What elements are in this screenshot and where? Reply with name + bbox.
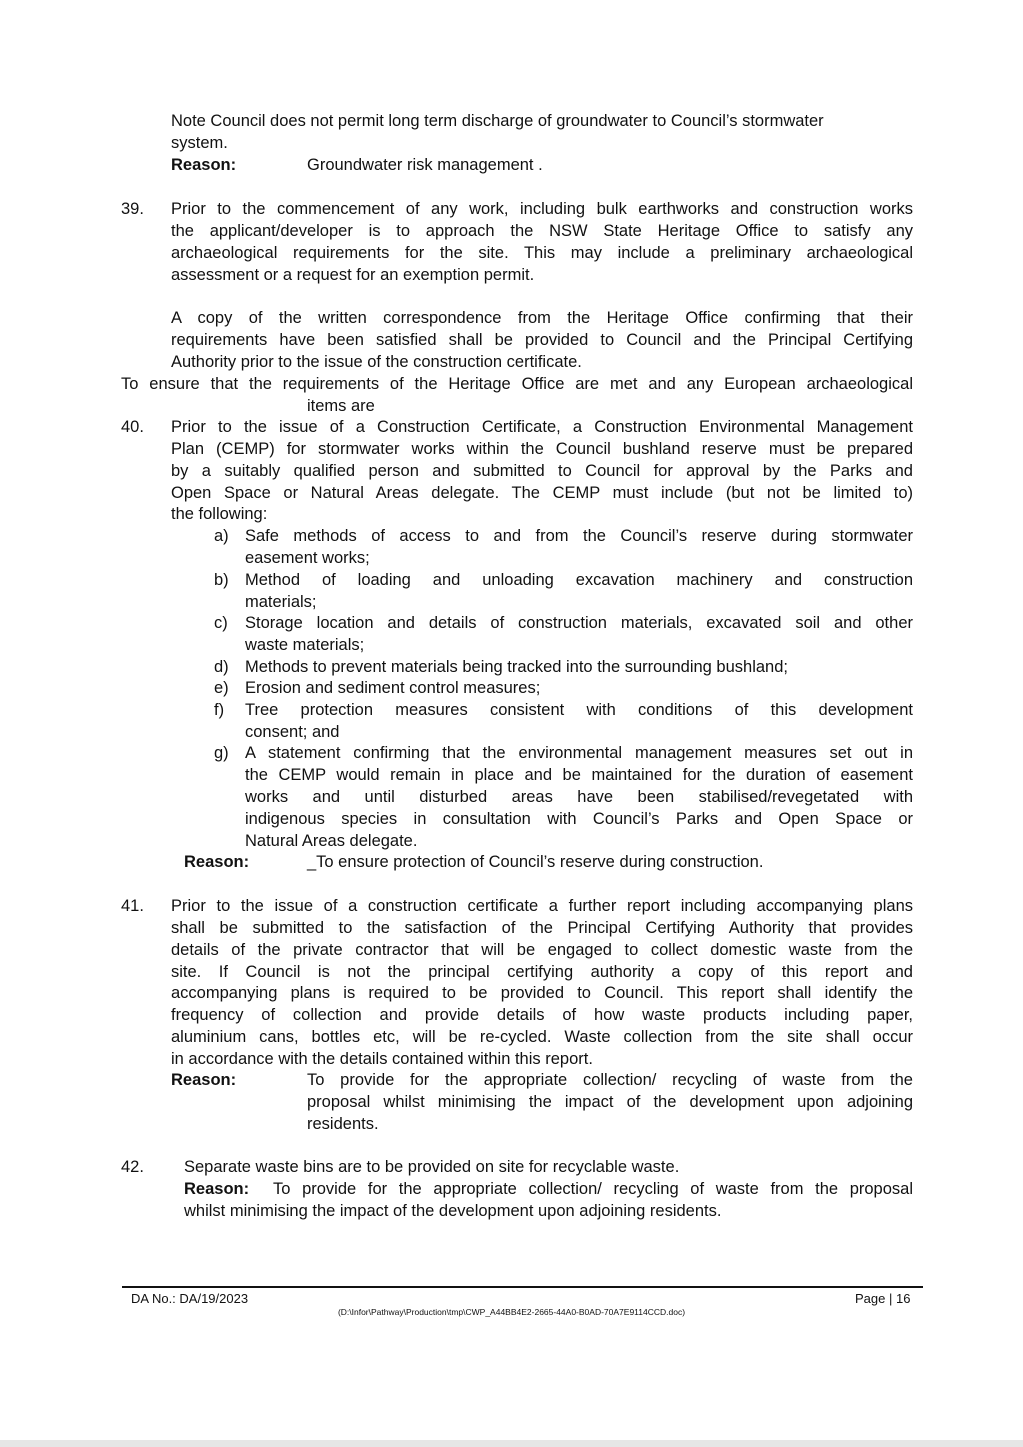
list-item-line: Erosion and sediment control measures; (245, 679, 541, 697)
condition-text-line: archaeological requirements for the site. This may include a preliminary archaeological (171, 244, 913, 262)
condition-text-line: site. If Council is not the principal certifying authority a copy of this report and (171, 963, 913, 981)
list-item-label: f) (214, 701, 225, 719)
list-item-label: d) (214, 658, 229, 676)
footer-rule (122, 1286, 923, 1288)
reason-label: Reason: (184, 853, 250, 871)
list-item-line: consent; and (245, 723, 340, 741)
list-item-line: Method of loading and unloading excavation machinery and construction (245, 571, 913, 589)
condition-text-line: aluminium cans, bottles etc, will be re-cycled. Waste collection from the site shall occur (171, 1028, 913, 1046)
reason-text: whilst minimising the impact of the development upon adjoining residents. (184, 1202, 722, 1220)
condition-text-line: Authority prior to the issue of the construction certificate. (171, 353, 582, 371)
list-item-line: easement works; (245, 549, 370, 567)
reason-label: Reason: (171, 1071, 237, 1089)
condition-text-line: requirements have been satisfied shall be provided to Council and the Principal Certifying (171, 331, 913, 349)
condition-text-line: Plan (CEMP) for stormwater works within the Council bushland reserve must be prepared (171, 440, 913, 458)
condition-text-line: Prior to the issue of a construction certificate a further report including accompanying plans (171, 897, 913, 915)
list-item-label: c) (214, 614, 228, 632)
reason-text: Groundwater risk management . (307, 156, 543, 174)
condition-number: 40. (121, 418, 144, 436)
condition-text-line: in accordance with the details contained within this report. (171, 1050, 593, 1068)
condition-text-line: Open Space or Natural Areas delegate. The CEMP must include (but not be limited to) (171, 484, 913, 502)
condition-text-line: the following: (171, 505, 268, 523)
condition-text-line: Prior to the issue of a Construction Certificate, a Construction Environmental Management (171, 418, 913, 436)
list-item-label: e) (214, 679, 229, 697)
list-item-line: Natural Areas delegate. (245, 832, 418, 850)
condition-text-line: A copy of the written correspondence from the Heritage Office confirming that their (171, 309, 913, 327)
condition-number: 42. (121, 1158, 144, 1176)
reason-text: _To ensure protection of Council’s reserve during construction. (307, 853, 764, 871)
list-item-line: waste materials; (245, 636, 365, 654)
note-line: Note Council does not permit long term discharge of groundwater to Council’s stormwater (171, 112, 824, 130)
condition-text-line: Separate waste bins are to be provided on site for recyclable waste. (184, 1158, 680, 1176)
reason-text: To provide for the appropriate collection/ recycling of waste from the (307, 1071, 913, 1089)
list-item-line: indigenous species in consultation with Council’s Parks and Open Space or (245, 810, 913, 828)
condition-number: 41. (121, 897, 144, 915)
reason-label: Reason: (171, 156, 237, 174)
reason-text: proposal whilst minimising the impact of the development upon adjoining (307, 1093, 913, 1111)
footer-da-number: DA No.: DA/19/2023 (131, 1291, 249, 1306)
condition-number: 39. (121, 200, 144, 218)
list-item-line: the CEMP would remain in place and be maintained for the duration of easement (245, 766, 913, 784)
list-item-line: materials; (245, 593, 317, 611)
list-item-line: Safe methods of access to and from the Council’s reserve during stormwater (245, 527, 913, 545)
condition-text-line: details of the private contractor that will be engaged to collect domestic waste from the (171, 941, 913, 959)
list-item-line: Storage location and details of construction materials, excavated soil and other (245, 614, 913, 632)
condition-text-line: accompanying plans is required to be provided to Council. This report shall identify the (171, 984, 913, 1002)
condition-text-line: by a suitably qualified person and submitted to Council for approval by the Parks and (171, 462, 913, 480)
condition-text-line: shall be submitted to the satisfaction of the Principal Certifying Authority that provides (171, 919, 913, 937)
footer-page-number: Page | 16 (855, 1291, 911, 1306)
list-item-line: Methods to prevent materials being tracked into the surrounding bushland; (245, 658, 788, 676)
list-item-line: works and until disturbed areas have been stabilised/revegetated with (245, 788, 913, 806)
condition-text-line: Prior to the commencement of any work, including bulk earthworks and construction works (171, 200, 913, 218)
condition-text-line: frequency of collection and provide details of how waste products including paper, (171, 1006, 913, 1024)
condition-text-line: assessment or a request for an exemption permit. (171, 266, 535, 284)
reason-text: To provide for the appropriate collection/ recycling of waste from the proposal (273, 1180, 913, 1198)
ensure-line: To ensure that the requirements of the Heritage Office are met and any European archaeological (121, 375, 913, 393)
ensure-line: items are (307, 397, 375, 415)
list-item-line: Tree protection measures consistent with conditions of this development (245, 701, 913, 719)
list-item-label: b) (214, 571, 229, 589)
list-item-label: a) (214, 527, 229, 545)
note-line: system. (171, 134, 228, 152)
condition-text-line: the applicant/developer is to approach the NSW State Heritage Office to satisfy any (171, 222, 913, 240)
reason-label: Reason: (184, 1180, 250, 1198)
reason-text: residents. (307, 1115, 379, 1133)
footer-file-path: (D:\Infor\Pathway\Production\tmp\CWP_A44BB4E2-2665-44A0-B0AD-70A7E9114CCD.doc) (337, 1307, 686, 1317)
list-item-label: g) (214, 744, 229, 762)
page-bottom-edge (0, 1440, 1023, 1447)
list-item-line: A statement confirming that the environmental management measures set out in (245, 744, 913, 762)
